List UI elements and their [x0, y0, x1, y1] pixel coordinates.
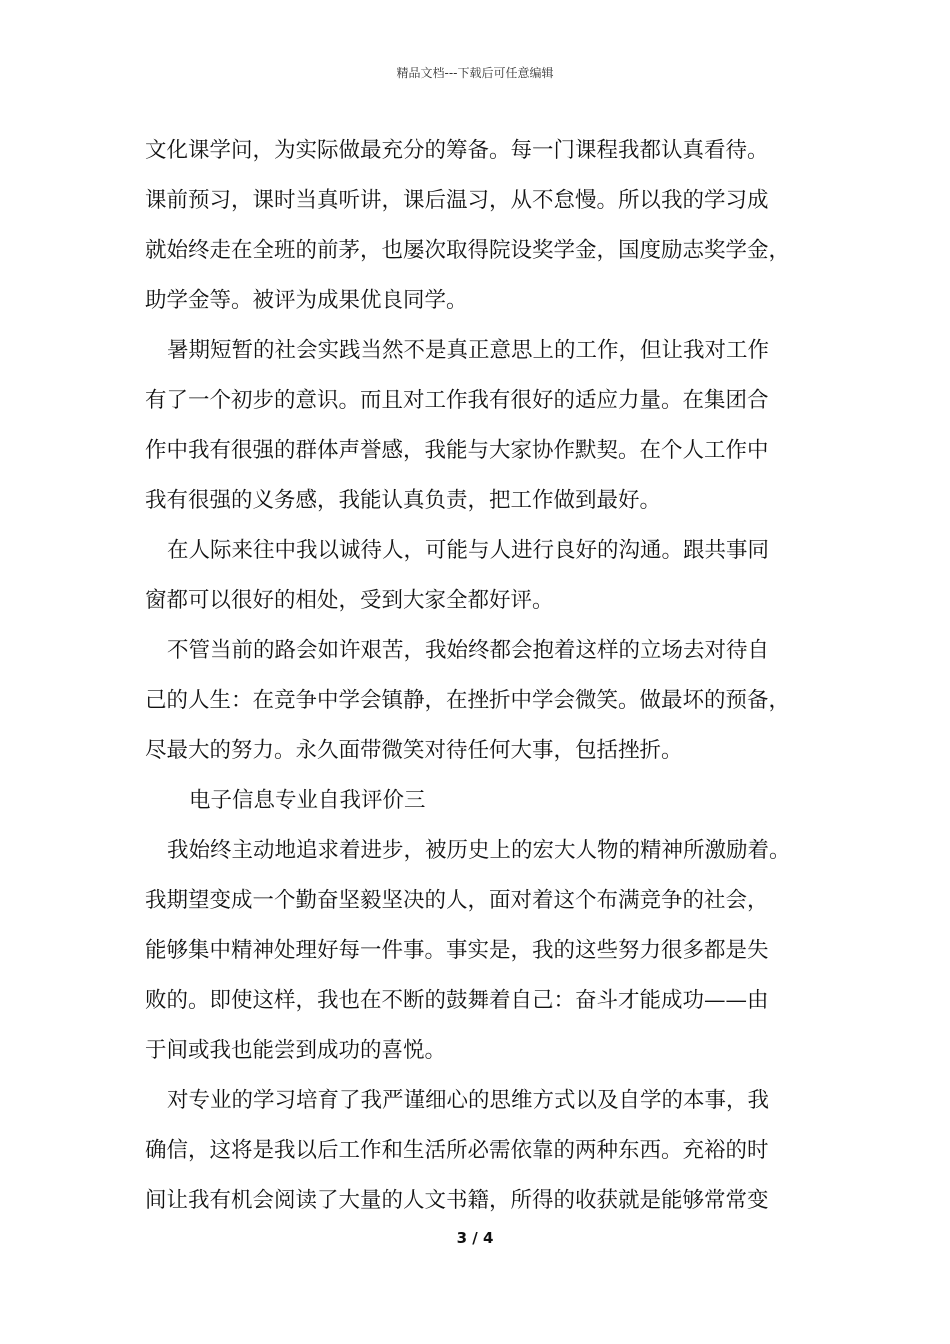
- paragraph-line: 助学金等。被评为成果优良同学。: [145, 288, 468, 313]
- page-number: 3 / 4: [456, 1229, 494, 1247]
- paragraph-line: 间让我有机会阅读了大量的人文书籍，所得的收获就是能够常常变: [145, 1188, 769, 1213]
- paragraph-line: 文化课学问，为实际做最充分的筹备。每一门课程我都认真看待。: [145, 138, 769, 163]
- paragraph-line: 暑期短暂的社会实践当然不是真正意思上的工作，但让我对工作: [167, 338, 770, 363]
- document-body: [145, 126, 825, 1226]
- paragraph-line: 能够集中精神处理好每一件事。事实是，我的这些努力很多都是失: [145, 938, 769, 963]
- paragraph-line: 我始终主动地追求着进步，被历史上的宏大人物的精神所激励着。: [167, 838, 791, 863]
- paragraph-line: 败的。即使这样，我也在不断的鼓舞着自己：奋斗才能成功——由: [145, 988, 769, 1013]
- paragraph-line: 课前预习，课时当真听讲，课后温习，从不怠慢。所以我的学习成: [145, 188, 769, 213]
- section-heading: 电子信息专业自我评价三: [189, 788, 426, 813]
- paragraph-line: 不管当前的路会如许艰苦，我始终都会抱着这样的立场去对待自: [167, 638, 770, 663]
- paragraph-line: 作中我有很强的群体声誉感，我能与大家协作默契。在个人工作中: [145, 438, 769, 463]
- paragraph-line: 有了一个初步的意识。而且对工作我有很好的适应力量。在集团合: [145, 388, 769, 413]
- paragraph-line: 尽最大的努力。永久面带微笑对待任何大事，包括挫折。: [145, 738, 683, 763]
- paragraph-line: 在人际来往中我以诚待人，可能与人进行良好的沟通。跟共事同: [167, 538, 770, 563]
- paragraph-line: 己的人生：在竞争中学会镇静，在挫折中学会微笑。做最坏的预备，: [145, 688, 791, 713]
- paragraph-line: 就始终走在全班的前茅，也屡次取得院设奖学金，国度励志奖学金，: [145, 238, 791, 263]
- paragraph-line: 确信，这将是我以后工作和生活所必需依靠的两种东西。充裕的时: [145, 1138, 769, 1163]
- document-header: 精品文档---下载后可任意编辑: [396, 66, 554, 80]
- paragraph-line: 对专业的学习培育了我严谨细心的思维方式以及自学的本事，我: [167, 1088, 770, 1113]
- paragraph-line: 于间或我也能尝到成功的喜悦。: [145, 1038, 447, 1063]
- paragraph-line: 我期望变成一个勤奋坚毅坚决的人，面对着这个布满竞争的社会，: [145, 888, 769, 913]
- paragraph-line: 窗都可以很好的相处，受到大家全都好评。: [145, 588, 554, 613]
- paragraph-line: 我有很强的义务感，我能认真负责，把工作做到最好。: [145, 488, 662, 513]
